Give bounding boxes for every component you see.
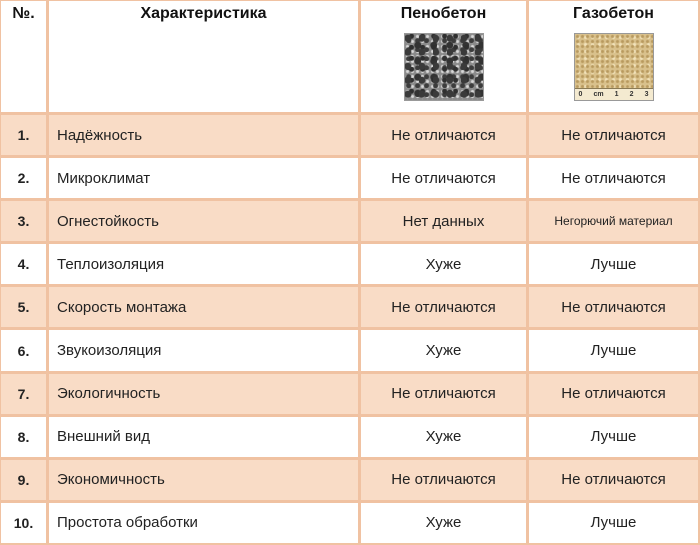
aerated-concrete-cell: Не отличаются (528, 157, 700, 200)
foam-concrete-cell: Хуже (360, 329, 528, 372)
characteristic-cell: Огнестойкость (48, 200, 360, 243)
aerated-concrete-cell: Лучше (528, 243, 700, 286)
foam-concrete-cell: Не отличаются (360, 157, 528, 200)
row-number: 9. (0, 459, 48, 502)
row-number: 10. (0, 502, 48, 545)
characteristic-cell: Экологичность (48, 373, 360, 416)
characteristic-cell: Простота обработки (48, 502, 360, 545)
foam-concrete-cell: Нет данных (360, 200, 528, 243)
header-foam-concrete: Пенобетон (360, 0, 528, 114)
foam-concrete-cell: Не отличаются (360, 286, 528, 329)
foam-concrete-cell: Хуже (360, 243, 528, 286)
row-number: 3. (0, 200, 48, 243)
characteristic-cell: Надёжность (48, 114, 360, 157)
table-row (0, 243, 700, 286)
foam-concrete-cell: Не отличаются (360, 373, 528, 416)
table-row (0, 373, 700, 416)
foam-concrete-texture-image (404, 33, 484, 101)
foam-concrete-cell: Не отличаются (360, 459, 528, 502)
characteristic-cell: Экономичность (48, 459, 360, 502)
characteristic-cell: Скорость монтажа (48, 286, 360, 329)
aerated-concrete-cell: Лучше (528, 502, 700, 545)
table-row (0, 459, 700, 502)
header-row (0, 0, 700, 114)
aerated-concrete-cell: Негорючий материал (528, 200, 700, 243)
row-number: 2. (0, 157, 48, 200)
table-row (0, 502, 700, 545)
foam-concrete-cell: Хуже (360, 502, 528, 545)
table-row (0, 286, 700, 329)
foam-concrete-cell: Хуже (360, 416, 528, 459)
aerated-concrete-cell: Лучше (528, 329, 700, 372)
header-aerated-concrete: Газобетон 0 cm 1 2 3 (528, 0, 700, 114)
characteristic-cell: Внешний вид (48, 416, 360, 459)
aerated-concrete-cell: Не отличаются (528, 459, 700, 502)
aerated-concrete-cell: Не отличаются (528, 286, 700, 329)
row-number: 6. (0, 329, 48, 372)
table-row (0, 200, 700, 243)
aerated-concrete-texture-image (574, 33, 654, 101)
header-num: №. (0, 0, 48, 114)
foam-concrete-cell: Не отличаются (360, 114, 528, 157)
row-number: 7. (0, 373, 48, 416)
aerated-concrete-cell: Не отличаются (528, 114, 700, 157)
row-number: 1. (0, 114, 48, 157)
header-characteristic: Характеристика (48, 0, 360, 114)
row-number: 5. (0, 286, 48, 329)
table-row (0, 329, 700, 372)
row-number: 8. (0, 416, 48, 459)
characteristic-cell: Звукоизоляция (48, 329, 360, 372)
table-row (0, 114, 700, 157)
table-row (0, 416, 700, 459)
ruler-scale: 0 cm 1 2 3 (575, 88, 653, 100)
aerated-concrete-cell: Лучше (528, 416, 700, 459)
table-row (0, 157, 700, 200)
row-number: 4. (0, 243, 48, 286)
characteristic-cell: Теплоизоляция (48, 243, 360, 286)
aerated-concrete-cell: Не отличаются (528, 373, 700, 416)
characteristic-cell: Микроклимат (48, 157, 360, 200)
